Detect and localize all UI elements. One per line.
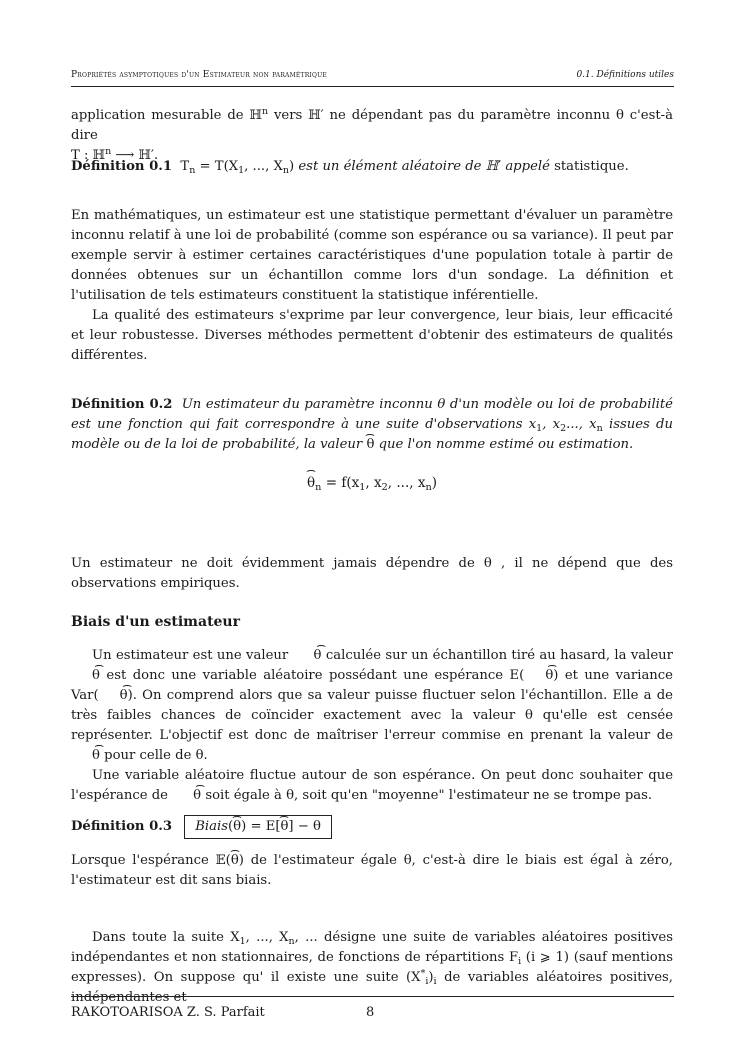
def2-text-a: Un estimateur du paramètre inconnu θ d'un modèle ou loi de probabilité est une fonction qui fait correspondre à une suite d'observations x: [71, 397, 673, 432]
intro-text-c: ne dépendant pas du paramètre inconnu θ c'est-à dire: [71, 108, 673, 143]
suite-c: (i ⩾ 1) (sauf mentions expresses). On suppose qu' il existe une suite (X: [71, 950, 674, 985]
suite-d: de variables aléatoires positives, indépendantes et: [71, 970, 673, 1005]
definition-0-2: Définition 0.2 Un estimateur du paramètre inconnu θ d'un modèle ou loi de probabilité est une fonction qui fait correspondre à une suite d'observations $x_1$, $x_2$..., $x_n$ issues du modèle ou de la loi de probabilité, la valeur ⌢ θ que l'on nomme estimé ou estimation.: [71, 395, 673, 455]
theta-hat: ⌢ θ: [99, 686, 128, 706]
intro-text-b: vers: [268, 108, 309, 123]
dependence-paragraph: [71, 554, 673, 594]
biais1-e: ). On comprend alors que sa valeur puisse fluctuer selon l'échantillon. Elle a de très faibles chances de coïncider exactement avec la valeur θ qu'elle est censée représenter. L'objectif est donc de maîtriser l'erreur commise en prenant la valeur de: [71, 688, 673, 743]
biais1-b: calculée sur un échantillon tiré au hasard, la valeur: [325, 648, 673, 663]
footer-author: RAKOTOARISOA Z. S. Parfait: [71, 1005, 265, 1020]
biais1-f: pour celle de θ.: [104, 748, 208, 763]
intro-text-a: application mesurable de: [71, 108, 250, 123]
header-title: Propriétés asymptotiques d'un Estimateur non paramétrique: [71, 70, 327, 80]
estimator-equation: ⌢ $\theta_n = f(x_1$, $x_2$, ..., $x_n$): [71, 475, 673, 491]
unbiased-paragraph: [71, 851, 673, 891]
biais1-a: Un estimateur est une valeur: [92, 648, 289, 663]
def1-formula: $T_n = T(X_1$, ..., $X_n$): [180, 159, 295, 176]
biais1-c: est donc une variable aléatoire possédant une espérance E(: [106, 668, 525, 683]
def1-text-a: est un élément aléatoire de ℍ′ appelé: [298, 159, 550, 174]
intro-paragraph: application mesurable de ℍ$^n$ vers ℍ′ ne dépendant pas du paramètre inconnu θ c'est-à dire T : ℍ$^n$ ⟶ ℍ′.: [71, 105, 673, 163]
biais1-d: ) et une variance Var(: [71, 668, 673, 703]
bias-formula-box: Biais(⌢ θ) = E[⌢ θ] − θ: [184, 815, 332, 839]
intro-map: T : ℍ: [71, 148, 106, 163]
theta-hat: ⌢ θ: [524, 666, 553, 686]
theta-hat: ⌢ θ: [71, 746, 100, 766]
theta-hat: ⌢ θ: [172, 786, 201, 806]
suite-a: Dans toute la suite X: [92, 930, 240, 945]
page-number: 8: [366, 1005, 375, 1020]
footer-rule: [71, 996, 674, 997]
para-estimateur: En mathématiques, un estimateur est une statistique permettant d'évaluer un paramètre inconnu relatif à une loi de probabilité (comme son espérance ou sa variance). Il peut par exemple servir à estimer certaines caractéristiques d'une population totale à partir de données obtenues sur un échantillon comme lors d'un sondage. La définition et l'utilisation de tels estimateurs constituent la statistique inférentielle.: [71, 208, 673, 303]
para-dependance: Un estimateur ne doit évidemment jamais dépendre de θ , il ne dépend que des observations empiriques.: [71, 556, 673, 591]
sans-biais-b: ) de l'estimateur égale θ, c'est-à dire le biais est égal à zéro, l'estimateur est dit sans biais.: [71, 853, 673, 888]
def2-label: Définition 0.2: [71, 397, 173, 412]
biais2-b: soit égale à θ, soit qu'en "moyenne" l'estimateur ne se trompe pas.: [205, 788, 653, 803]
sequence-paragraph: Dans toute la suite $X_1$, ..., $X_n$, ... désigne une suite de variables aléatoires positives indépendantes et non stationnaires, de fonctions de répartitions $F_i$ (i ⩾ 1) (sauf mentions expresses). On suppose qu' il existe une suite $(X^*_i)_i$ de variables aléatoires positives, indépendantes et: [71, 930, 674, 1005]
biais-word: Biais: [195, 819, 228, 834]
theta-hat: ⌢ θ: [366, 435, 374, 455]
definition-0-1: [71, 157, 673, 177]
bias-paragraphs: [71, 646, 673, 806]
def2-text-c: que l'on nomme estimé ou estimation.: [378, 437, 634, 452]
theta-hat: ⌢ θ: [231, 851, 239, 871]
def3-label: Définition 0.3: [71, 819, 173, 834]
para-qualite: La qualité des estimateurs s'exprime par leur convergence, leur biais, leur efficacité et leur robustesse. Diverses méthodes permettent d'obtenir des estimateurs de qualités différentes.: [71, 308, 673, 363]
theta-hat: ⌢ θ: [233, 817, 241, 837]
sans-biais-a: Lorsque l'espérance 𝔼(: [71, 853, 231, 868]
suite-b: , ... désigne une suite de variables aléatoires positives indépendantes et non stationnaires, de fonctions de répartitions F: [71, 930, 674, 965]
header-rule: [71, 86, 674, 87]
theta-hat: ⌢ θ: [71, 666, 100, 686]
biais2-a: Une variable aléatoire fluctue autour de son espérance. On peut donc souhaiter que l'espérance de: [71, 768, 673, 803]
theta-hat: ⌢ θ: [293, 646, 322, 666]
theta-hat: ⌢ θ: [280, 817, 288, 837]
def1-label: Définition 0.1: [71, 159, 173, 174]
header-section: 0.1. Définitions utiles: [576, 70, 674, 80]
running-header: [71, 70, 674, 84]
def3-rhs-end: ] − θ: [288, 819, 321, 834]
theta-hat-n: ⌢ θ: [307, 475, 315, 491]
def2-text-b: issues du modèle ou de la loi de probabilité, la valeur: [71, 417, 673, 452]
def1-text-b: statistique.: [554, 159, 629, 174]
definition-0-3: [71, 815, 673, 839]
section-heading-biais: Biais d'un estimateur: [71, 614, 240, 630]
def3-rhs: ) = E[: [241, 819, 281, 834]
estimator-definition-paragraph: [71, 206, 673, 366]
